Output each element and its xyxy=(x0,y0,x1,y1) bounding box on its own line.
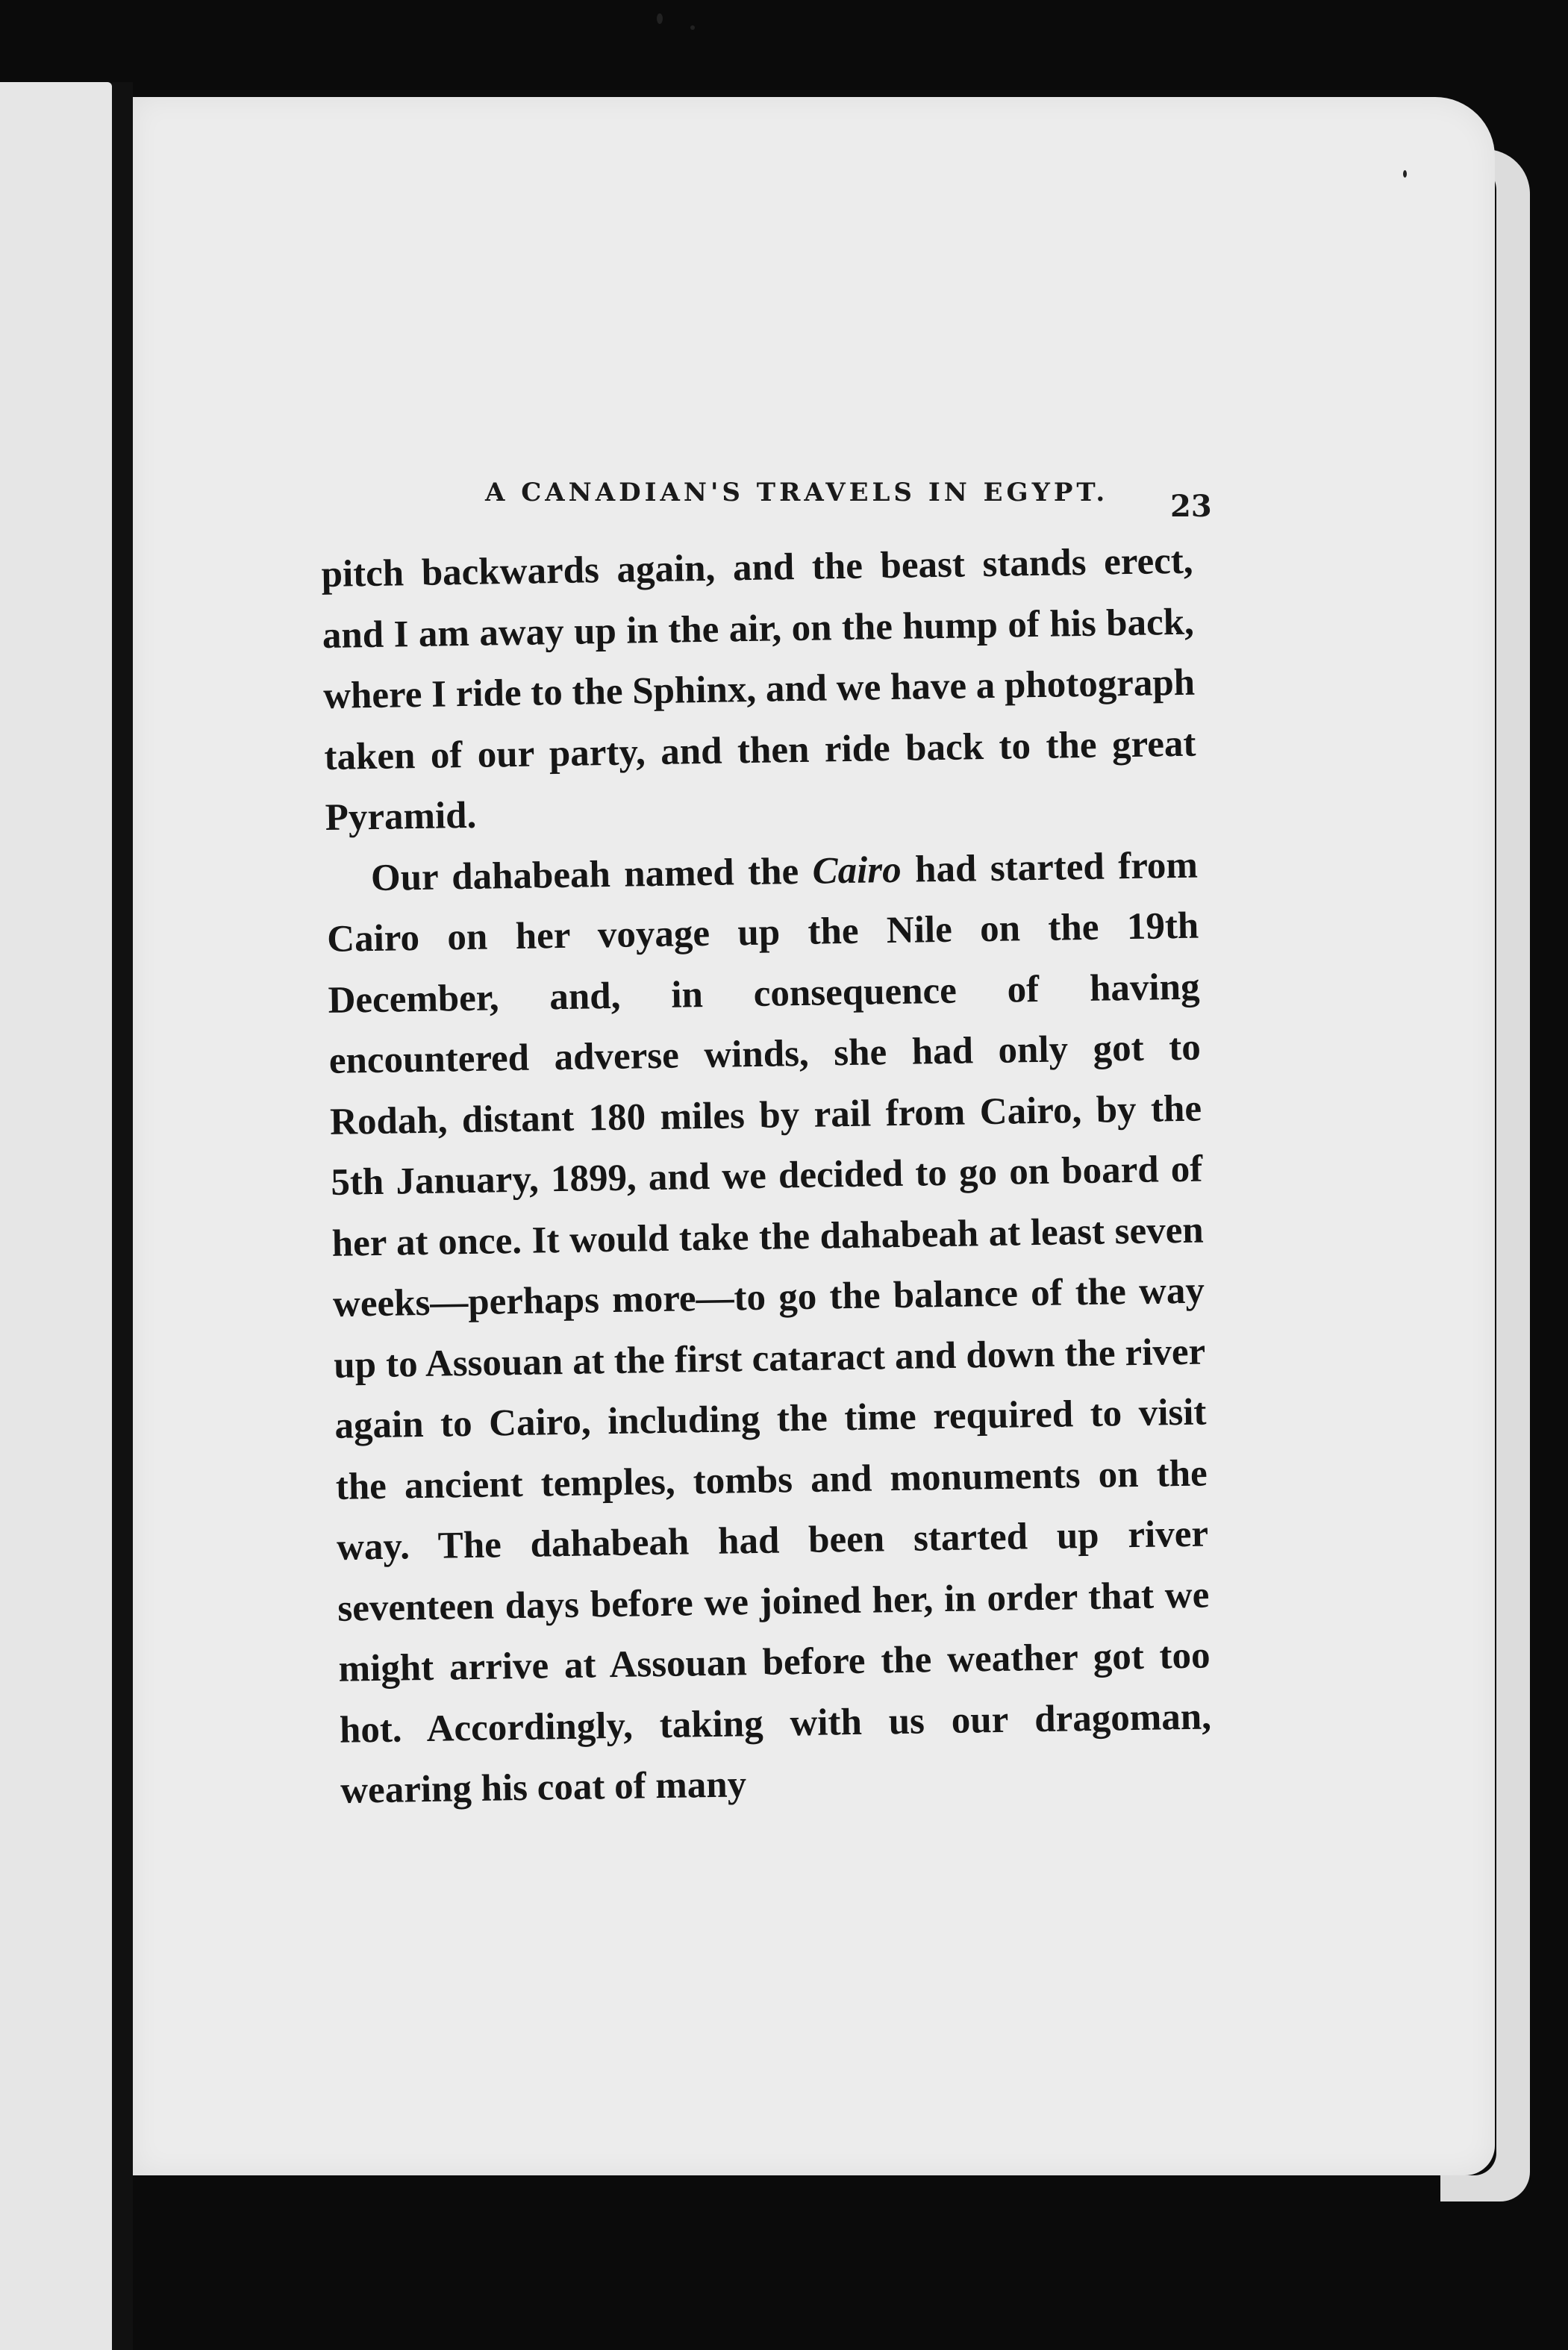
paragraph-2 xyxy=(325,835,1212,1822)
paragraph-2-start: Our dahabeah named the xyxy=(370,850,813,899)
previous-page-edge xyxy=(0,82,112,2350)
paragraph-1: pitch backwards again, and the beast stands erect, and I am away up in the air, on the hump of his back, where I ride to the Sphinx, and we have a photograph taken of our party, and then ride back to the great Pyramid. xyxy=(321,540,1196,839)
scan-speck xyxy=(1403,170,1407,178)
scan-speck xyxy=(657,13,663,24)
paragraph-2-rest: had started from Cairo on her voyage up the Nile on the 19th December, and, in consequence of having encountered adverse winds, she had only got to Rodah, distant 180 miles by rail from Cairo, by the 5th January, 1899, and we decided to go on board of her at once. It would take the dahabeah at least seven weeks—perhaps more—to go the balance of the way up to Assouan at the first cataract and down the river again to Cairo, including the time required to visit the ancient temples, tombs and monuments on the way. The dahabeah had been started up river seventeen days before we joined her, in order that we might arrive at Assouan before the weather got too hot. Accordingly, taking with us our dragoman, wearing his coat of many xyxy=(326,844,1212,1812)
book-gutter xyxy=(112,82,133,2350)
body-text xyxy=(321,531,1213,1822)
page-number: 23 xyxy=(1170,489,1212,524)
running-head: A CANADIAN'S TRAVELS IN EGYPT. xyxy=(485,478,1109,507)
scan-speck xyxy=(690,25,695,30)
ship-name: Cairo xyxy=(812,849,902,893)
